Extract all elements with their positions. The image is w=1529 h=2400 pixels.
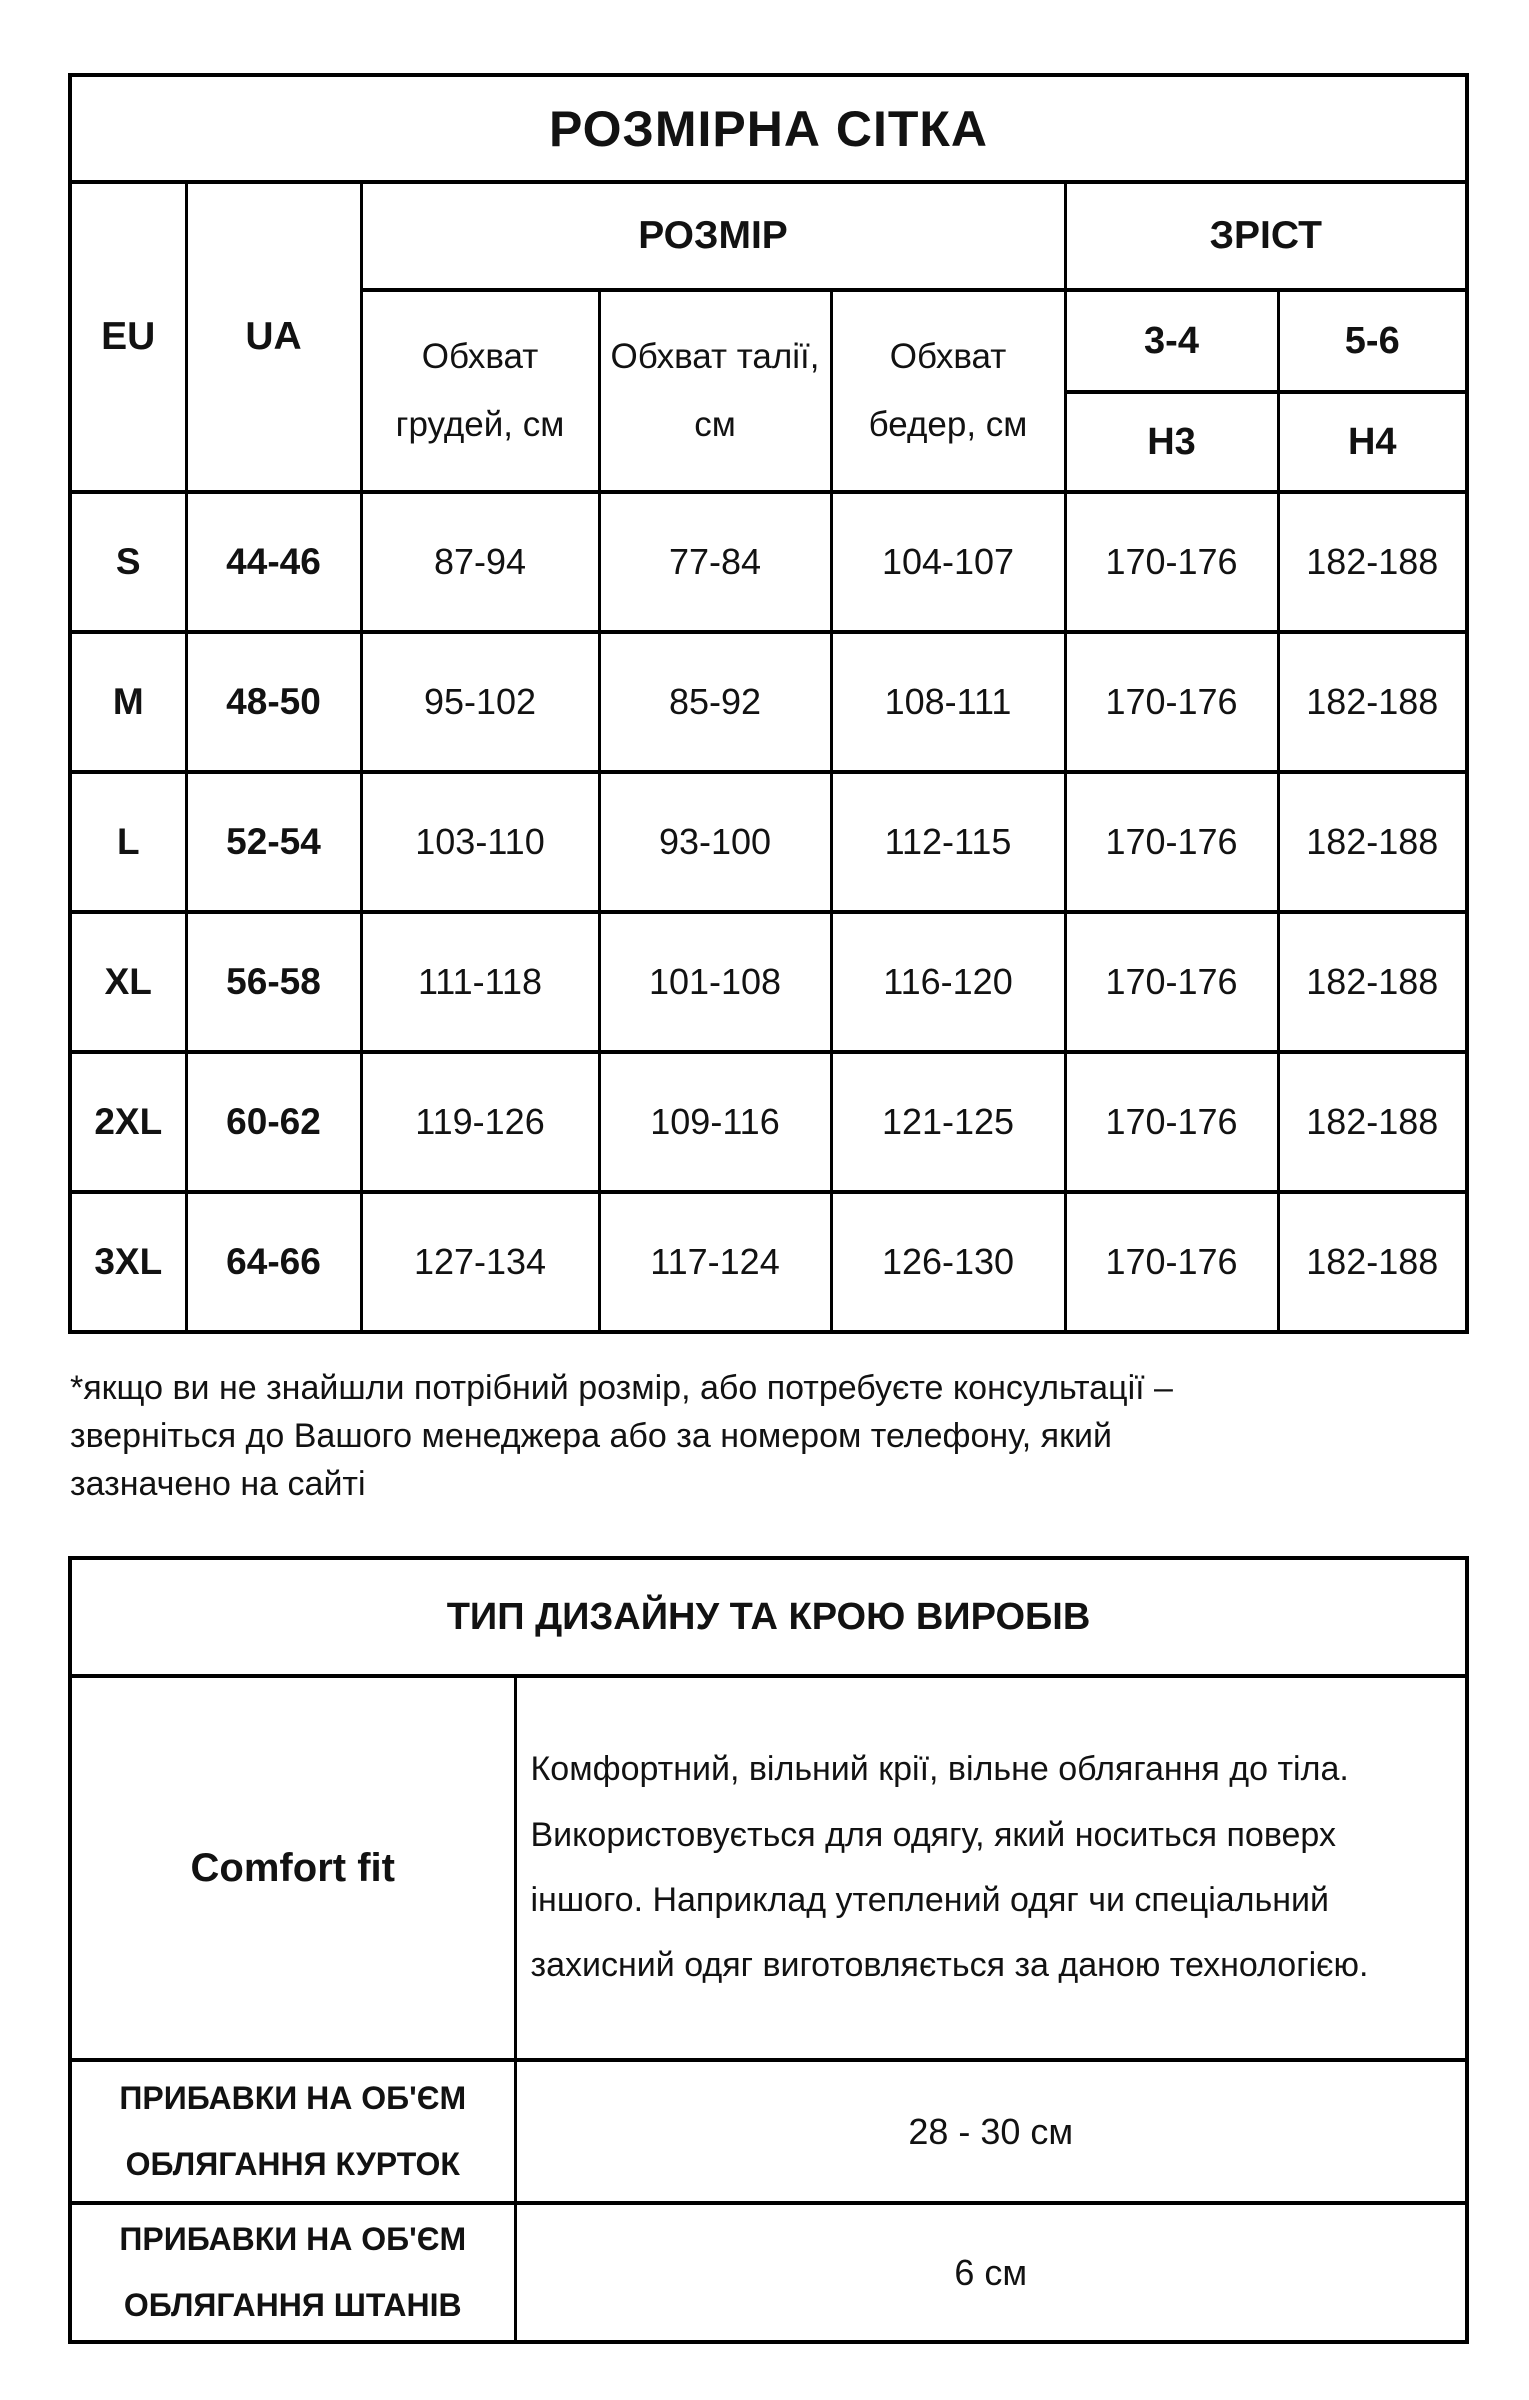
cell-h4: 182-188 bbox=[1278, 492, 1467, 632]
cell-chest: 87-94 bbox=[361, 492, 599, 632]
size-row-2xl bbox=[70, 1052, 1467, 1192]
col-header-h4: Н4 bbox=[1278, 392, 1467, 492]
cell-hips: 116-120 bbox=[831, 912, 1065, 1052]
cell-waist: 109-116 bbox=[599, 1052, 831, 1192]
pants-addition-row bbox=[70, 2203, 1467, 2342]
cell-h3: 170-176 bbox=[1065, 632, 1278, 772]
cell-hips: 108-111 bbox=[831, 632, 1065, 772]
cell-chest: 111-118 bbox=[361, 912, 599, 1052]
cell-waist: 101-108 bbox=[599, 912, 831, 1052]
size-row-m bbox=[70, 632, 1467, 772]
cell-eu: M bbox=[70, 632, 186, 772]
footnote bbox=[70, 1364, 1490, 1508]
comfort-fit-label: Comfort fit bbox=[70, 1676, 515, 2060]
jackets-addition-label: ПРИБАВКИ НА ОБ'ЄМ ОБЛЯГАННЯ КУРТОК bbox=[70, 2060, 515, 2203]
col-header-height-56: 5-6 bbox=[1278, 290, 1467, 392]
size-row-xl bbox=[70, 912, 1467, 1052]
cell-h3: 170-176 bbox=[1065, 1052, 1278, 1192]
cell-h3: 170-176 bbox=[1065, 1192, 1278, 1332]
size-table-title-row bbox=[70, 75, 1467, 182]
pants-addition-label: ПРИБАВКИ НА ОБ'ЄМ ОБЛЯГАННЯ ШТАНІВ bbox=[70, 2203, 515, 2342]
cell-chest: 127-134 bbox=[361, 1192, 599, 1332]
cell-ua: 56-58 bbox=[186, 912, 361, 1052]
cell-eu: 3XL bbox=[70, 1192, 186, 1332]
cell-hips: 126-130 bbox=[831, 1192, 1065, 1332]
col-header-h3: Н3 bbox=[1065, 392, 1278, 492]
pants-addition-value: 6 см bbox=[515, 2203, 1467, 2342]
design-table-title: ТИП ДИЗАЙНУ ТА КРОЮ ВИРОБІВ bbox=[70, 1558, 1467, 1676]
cell-chest: 119-126 bbox=[361, 1052, 599, 1192]
cell-eu: S bbox=[70, 492, 186, 632]
cell-ua: 44-46 bbox=[186, 492, 361, 632]
col-group-size: РОЗМІР bbox=[361, 182, 1065, 290]
cell-h4: 182-188 bbox=[1278, 912, 1467, 1052]
cell-ua: 48-50 bbox=[186, 632, 361, 772]
size-table bbox=[68, 73, 1469, 1334]
cell-h4: 182-188 bbox=[1278, 1192, 1467, 1332]
cell-h3: 170-176 bbox=[1065, 492, 1278, 632]
design-table bbox=[68, 1556, 1469, 2344]
col-header-eu: EU bbox=[70, 182, 186, 492]
footnote-line: *якщо ви не знайшли потрібний розмір, або потребуєте консультації – bbox=[70, 1369, 1173, 1407]
col-group-height: ЗРІСТ bbox=[1065, 182, 1467, 290]
col-header-hips: Обхват бедер, см bbox=[831, 290, 1065, 492]
cell-eu: L bbox=[70, 772, 186, 912]
size-table-group-header-row bbox=[70, 182, 1467, 290]
cell-h4: 182-188 bbox=[1278, 632, 1467, 772]
comfort-fit-row bbox=[70, 1676, 1467, 2060]
jackets-addition-row bbox=[70, 2060, 1467, 2203]
col-header-chest: Обхват грудей, см bbox=[361, 290, 599, 492]
footnote-line: зверніться до Вашого менеджера або за номером телефону, який bbox=[70, 1417, 1112, 1455]
cell-ua: 60-62 bbox=[186, 1052, 361, 1192]
cell-h4: 182-188 bbox=[1278, 1052, 1467, 1192]
cell-ua: 52-54 bbox=[186, 772, 361, 912]
cell-chest: 95-102 bbox=[361, 632, 599, 772]
cell-ua: 64-66 bbox=[186, 1192, 361, 1332]
cell-waist: 77-84 bbox=[599, 492, 831, 632]
design-table-title-row bbox=[70, 1558, 1467, 1676]
jackets-addition-value: 28 - 30 см bbox=[515, 2060, 1467, 2203]
cell-waist: 117-124 bbox=[599, 1192, 831, 1332]
col-header-height-34: 3-4 bbox=[1065, 290, 1278, 392]
cell-hips: 121-125 bbox=[831, 1052, 1065, 1192]
cell-h3: 170-176 bbox=[1065, 772, 1278, 912]
size-table-title: РОЗМІРНА СІТКА bbox=[70, 75, 1467, 182]
cell-h4: 182-188 bbox=[1278, 772, 1467, 912]
size-row-3xl bbox=[70, 1192, 1467, 1332]
size-row-s bbox=[70, 492, 1467, 632]
footnote-line: зазначено на сайті bbox=[70, 1465, 366, 1503]
cell-h3: 170-176 bbox=[1065, 912, 1278, 1052]
cell-chest: 103-110 bbox=[361, 772, 599, 912]
cell-hips: 112-115 bbox=[831, 772, 1065, 912]
cell-waist: 93-100 bbox=[599, 772, 831, 912]
cell-hips: 104-107 bbox=[831, 492, 1065, 632]
cell-waist: 85-92 bbox=[599, 632, 831, 772]
size-row-l bbox=[70, 772, 1467, 912]
col-header-waist: Обхват талії, см bbox=[599, 290, 831, 492]
cell-eu: XL bbox=[70, 912, 186, 1052]
cell-eu: 2XL bbox=[70, 1052, 186, 1192]
col-header-ua: UA bbox=[186, 182, 361, 492]
comfort-fit-description: Комфортний, вільний крії, вільне облягання до тіла. Використовується для одягу, який носиться поверх іншого. Наприклад утеплений одяг чи спеціальний захисний одяг виготовляється за даною технологією. bbox=[515, 1676, 1467, 2060]
